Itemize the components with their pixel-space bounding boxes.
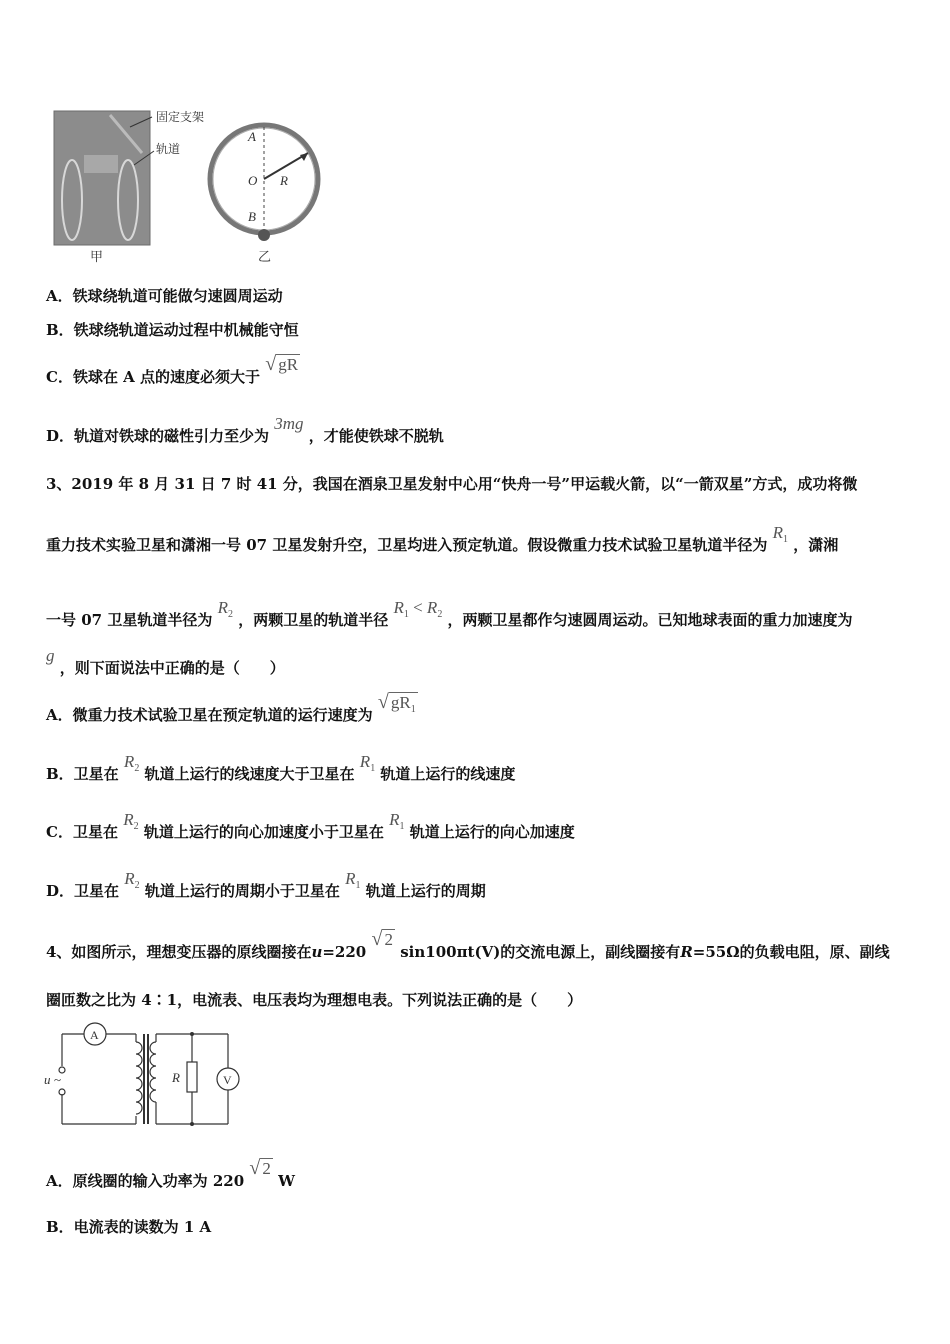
q3-line2-suffix: ，潇湘 (793, 536, 839, 554)
q4-option-a (46, 1157, 295, 1191)
q4-option-b: B．电流表的读数为 1 A (46, 1218, 212, 1236)
q2-option-c (46, 353, 300, 387)
figure-transformer-circuit (40, 1020, 250, 1130)
label-R: R (280, 173, 288, 188)
q4-line1-a: 4、如图所示，理想变压器的原线圈接在 (46, 943, 312, 961)
math-R1: $R_1$ (359, 752, 376, 774)
q4-var-R: R (680, 943, 693, 961)
q3-option-a (46, 691, 418, 728)
q2-option-c-text: C．铁球在 A 点的速度必须大于 (46, 368, 261, 386)
q3-stem-line4 (46, 646, 285, 678)
voltmeter-label: V (223, 1073, 232, 1087)
q3-option-b-a: B．卫星在 (46, 765, 119, 783)
q3-option-c-c: 轨道上运行的向心加速度 (409, 823, 575, 841)
q3-option-c-b: 轨道上运行的向心加速度小于卫星在 (143, 823, 384, 841)
q3-option-a-text: A．微重力技术试验卫星在预定轨道的运行速度为 (46, 706, 373, 724)
source-label: u (44, 1072, 51, 1087)
q3-line4-suffix: ，则下面说法中正确的是（ ） (59, 659, 285, 677)
source-tilde: ~ (54, 1072, 62, 1087)
q3-line3-c: ，两颗卫星都作匀速圆周运动。已知地球表面的重力加速度为 (447, 611, 853, 629)
q2-option-a: A．铁球绕轨道可能做匀速圆周运动 (46, 287, 283, 305)
q3-line2-text: 重力技术实验卫星和潇湘一号 07 卫星发射升空，卫星均进入预定轨道。假设微重力技术试验卫星轨道半径为 (46, 536, 768, 554)
q4-option-a-text: A．原线圈的输入功率为 220 (46, 1172, 245, 1190)
q3-option-d-a: D．卫星在 (46, 882, 120, 900)
math-g: g (46, 646, 55, 665)
q4-stem-line2: 圈匝数之比为 4∶1，电流表、电压表均为理想电表。下列说法正确的是（ ） (46, 991, 583, 1009)
q2-option-d-text: D．轨道对铁球的磁性引力至少为 (46, 427, 270, 445)
label-fixed-support: 固定支架 (156, 110, 205, 124)
resistor-label: R (172, 1070, 180, 1085)
math-R1-lt-R2: $R_1 < R_2$ (393, 598, 443, 620)
q4-option-a-unit: W (278, 1172, 295, 1190)
q3-stem-line2 (46, 523, 839, 558)
math-R2: $R_2$ (217, 598, 233, 620)
q3-option-b (46, 752, 516, 787)
q2-option-d-suffix: ，才能使铁球不脱轨 (308, 427, 444, 445)
sqrt-gR: √ gR (265, 353, 299, 375)
sqrt-2: √ 2 (249, 1157, 271, 1179)
q3-option-d-b: 轨道上运行的周期小于卫星在 (144, 882, 340, 900)
q3-line3-a: 一号 07 卫星轨道半径为 (46, 611, 213, 629)
caption-yi: 乙 (258, 250, 272, 265)
q2-option-b: B．铁球绕轨道运动过程中机械能守恒 (46, 321, 299, 339)
q3-option-b-b: 轨道上运行的线速度大于卫星在 (144, 765, 355, 783)
q3-option-c-a: C．卫星在 (46, 823, 118, 841)
q4-line1-c: sin100πt(V)的交流电源上，副线圈接有 (400, 943, 681, 961)
label-B: B (248, 209, 256, 224)
q4-line1-b: =220 (322, 943, 367, 961)
math-R1: $R_1$ (772, 523, 788, 545)
caption-jia: 甲 (90, 250, 104, 265)
label-O: O (248, 173, 258, 188)
q3-stem-line1: 3、2019 年 8 月 31 日 7 时 41 分，我国在酒泉卫星发射中心用“快舟一号”甲运载火箭，以“一箭双星”方式，成功将微 (46, 475, 858, 493)
math-R2: $R_2$ (124, 869, 140, 891)
q4-var-u: u (311, 943, 323, 961)
label-A: A (248, 129, 256, 144)
math-R1: $R_1$ (345, 869, 361, 891)
sqrt-2: √ 2 (371, 928, 393, 950)
math-3mg: 3mg (274, 414, 304, 433)
math-R1: $R_1$ (389, 810, 405, 832)
q3-option-c (46, 810, 575, 845)
q3-option-b-c: 轨道上运行的线速度 (380, 765, 516, 783)
q4-stem-line1 (46, 928, 890, 962)
sqrt-gR1: √ $gR_1$ (377, 691, 416, 715)
math-R2: $R_2$ (123, 752, 140, 774)
q3-line3-b: ，两颗卫星的轨道半径 (238, 611, 389, 629)
ammeter-label: A (90, 1028, 99, 1042)
q3-option-d-c: 轨道上运行的周期 (365, 882, 486, 900)
q2-option-d (46, 414, 444, 446)
q4-line1-d: =55Ω的负载电阻，原、副线 (692, 943, 890, 961)
q3-option-d (46, 869, 486, 904)
math-R2: $R_2$ (123, 810, 139, 832)
q3-stem-line3 (46, 598, 853, 633)
label-track: 轨道 (156, 142, 181, 156)
